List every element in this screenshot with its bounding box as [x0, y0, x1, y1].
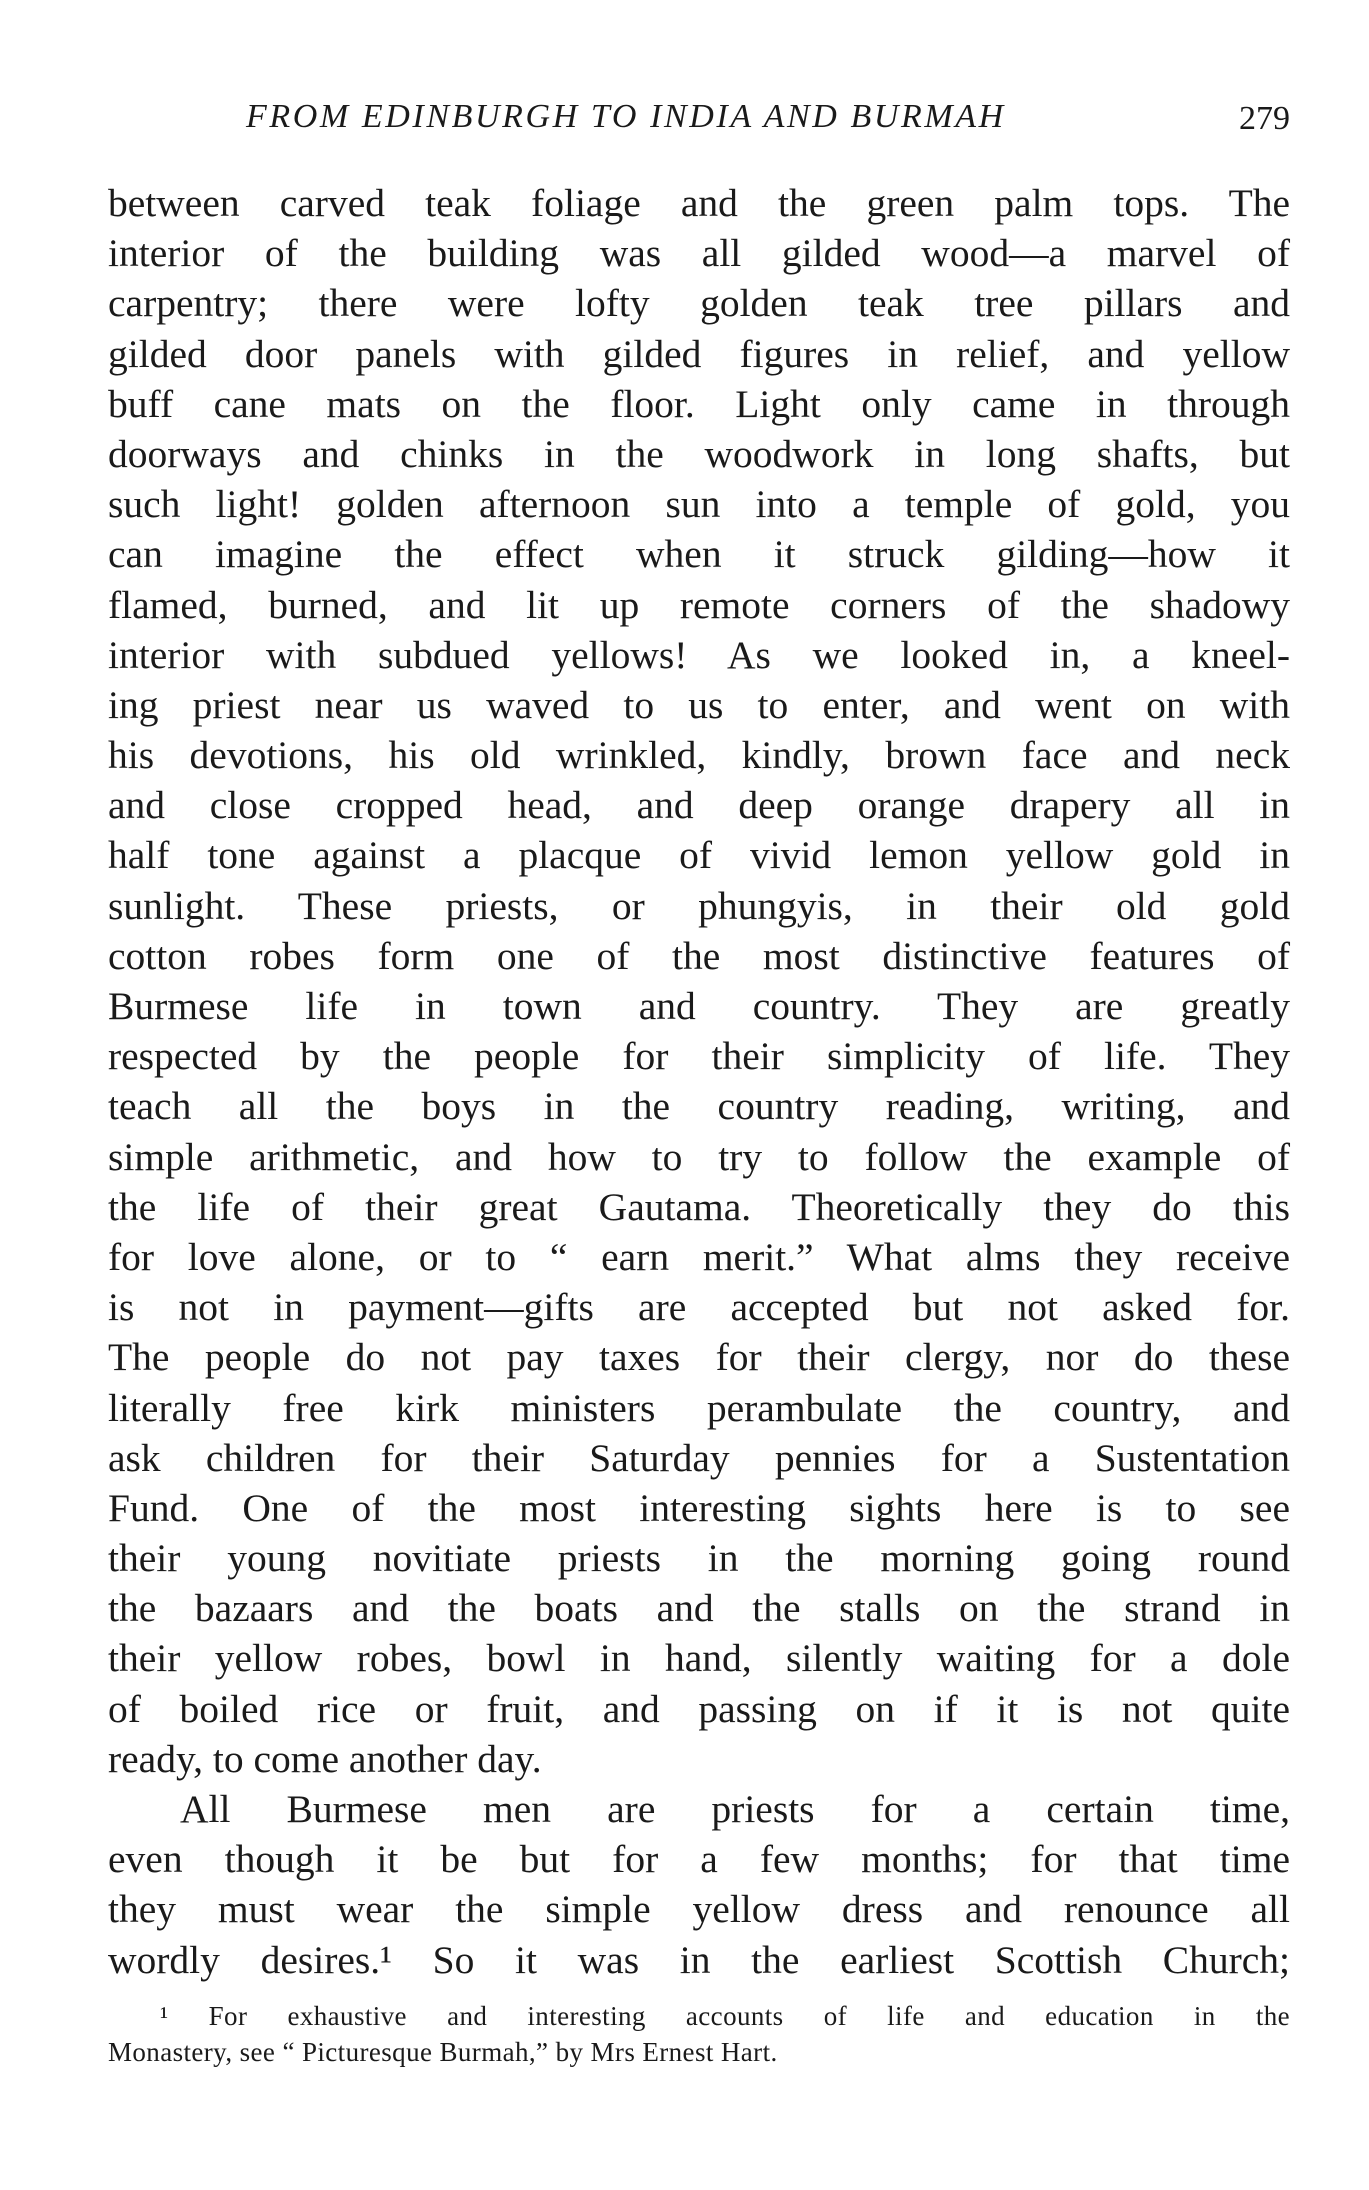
text-line: simple arithmetic, and how to try to follow the example of: [108, 1134, 1290, 1179]
text-line: for love alone, or to “ earn merit.” What alms they receive: [108, 1234, 1290, 1279]
text-line: their yellow robes, bowl in hand, silently waiting for a dole: [108, 1636, 1290, 1681]
running-head: [108, 98, 1290, 142]
body-text: [108, 178, 1290, 1985]
running-title: FROM EDINBURGH TO INDIA AND BURMAH: [246, 98, 1006, 135]
text-line: ask children for their Saturday pennies for a Sustentation: [108, 1435, 1290, 1480]
text-line: gilded door panels with gilded figures in relief, and yellow: [108, 331, 1290, 376]
text-line: his devotions, his old wrinkled, kindly, brown face and neck: [108, 733, 1290, 778]
text-line: carpentry; there were lofty golden teak tree pillars and: [108, 281, 1290, 326]
text-line: Fund. One of the most interesting sights here is to see: [108, 1485, 1290, 1530]
text-line: interior with subdued yellows! As we looked in, a kneel-: [108, 632, 1290, 677]
footnotes: [108, 1998, 1290, 2070]
text-line: interior of the building was all gilded wood—a marvel of: [108, 231, 1290, 276]
page-number: 279: [1239, 100, 1290, 137]
text-line: the bazaars and the boats and the stalls on the strand in: [108, 1586, 1290, 1631]
text-line: they must wear the simple yellow dress and renounce all: [108, 1887, 1290, 1932]
text-line: teach all the boys in the country reading, writing, and: [108, 1084, 1290, 1129]
text-line: the life of their great Gautama. Theoretically they do this: [108, 1184, 1290, 1229]
text-line: cotton robes form one of the most distinctive features of: [108, 933, 1290, 978]
text-line: even though it be but for a few months; for that time: [108, 1837, 1290, 1882]
text-line: ing priest near us waved to us to enter, and went on with: [108, 682, 1290, 727]
text-line: between carved teak foliage and the green palm tops. The: [108, 181, 1290, 225]
text-line: can imagine the effect when it struck gilding—how it: [108, 532, 1290, 577]
footnote-line: ¹ For exhaustive and interesting accounts of life and education in the: [160, 2001, 1290, 2031]
text-line: literally free kirk ministers perambulate the country, and: [108, 1385, 1290, 1430]
text-line: their young novitiate priests in the morning going round: [108, 1536, 1290, 1581]
text-line: respected by the people for their simplicity of life. They: [108, 1034, 1290, 1079]
text-line: The people do not pay taxes for their clergy, nor do these: [108, 1335, 1290, 1380]
text-line: and close cropped head, and deep orange drapery all in: [108, 783, 1290, 828]
text-line: sunlight. These priests, or phungyis, in their old gold: [108, 883, 1290, 928]
text-line: flamed, burned, and lit up remote corners of the shadowy: [108, 582, 1290, 627]
text-line: of boiled rice or fruit, and passing on if it is not quite: [108, 1686, 1290, 1731]
text-line: Burmese life in town and country. They are greatly: [108, 984, 1290, 1028]
text-line: such light! golden afternoon sun into a temple of gold, you: [108, 482, 1290, 527]
text-line: doorways and chinks in the woodwork in long shafts, but: [108, 431, 1290, 476]
footnote-line: Monastery, see “ Picturesque Burmah,” by Mrs Ernest Hart.: [108, 2037, 778, 2067]
text-line: wordly desires.¹ So it was in the earliest Scottish Church;: [108, 1937, 1290, 1982]
text-line: half tone against a placque of vivid lemon yellow gold in: [108, 833, 1290, 878]
text-line: is not in payment—gifts are accepted but not asked for.: [108, 1285, 1290, 1330]
text-line: buff cane mats on the floor. Light only came in through: [108, 381, 1290, 426]
paragraph-start-line: All Burmese men are priests for a certain time,: [180, 1787, 1290, 1831]
paragraph-end-line: ready, to come another day.: [108, 1736, 542, 1781]
